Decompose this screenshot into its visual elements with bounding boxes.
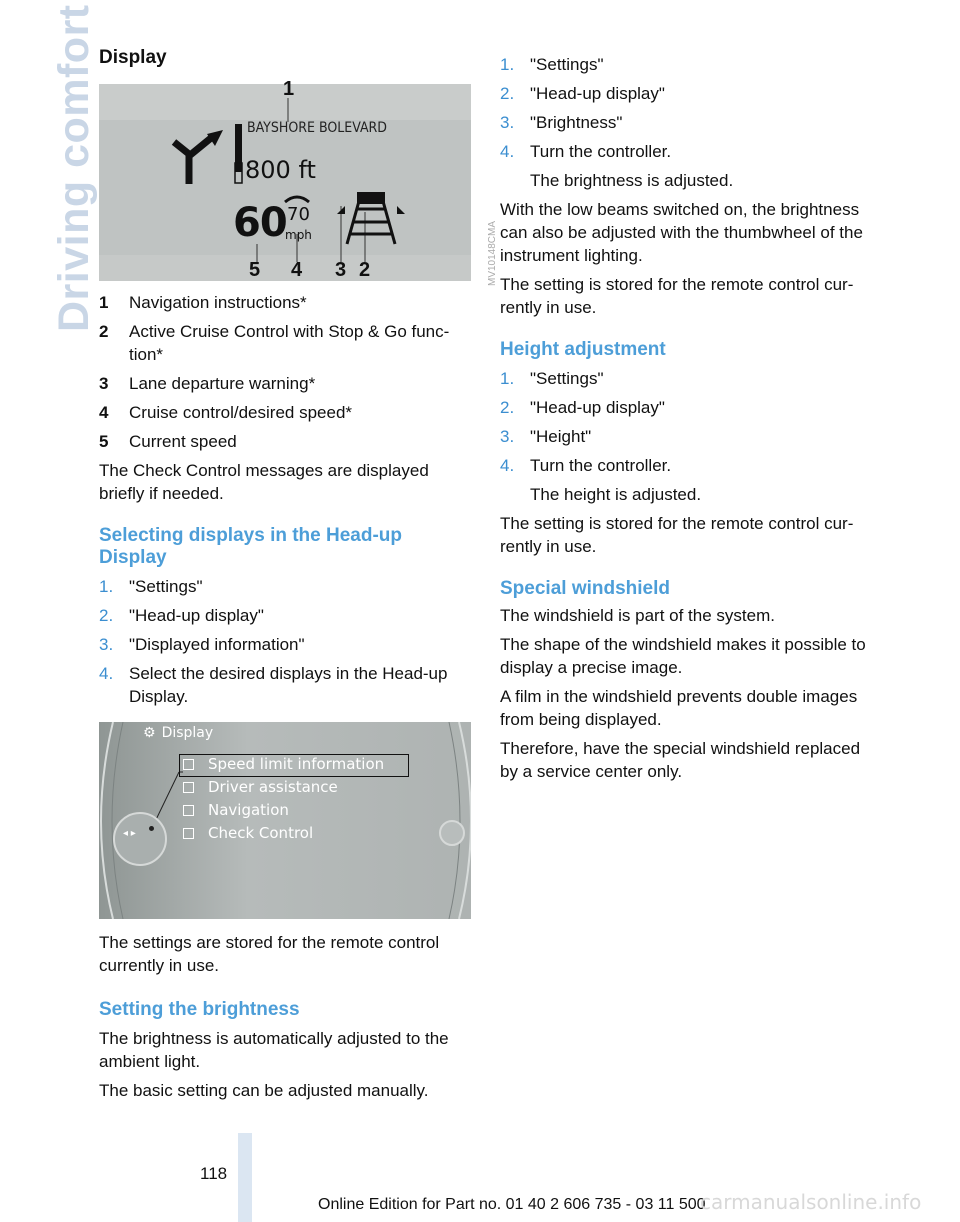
- selecting-heading: Selecting displays in the Head-up Display: [99, 525, 403, 568]
- list-item: 1. "Settings": [99, 577, 203, 596]
- check-control-text: The Check Control messages are displayed briefly if needed.: [99, 461, 429, 503]
- checkbox-icon: [183, 828, 194, 839]
- brightness-steps: [500, 53, 876, 192]
- figure-code: MV10148CMA: [487, 220, 498, 286]
- menu-title-text: Display: [161, 725, 214, 741]
- hud-current-speed: 60: [233, 200, 287, 246]
- list-item: 2. "Head-up display": [500, 84, 665, 103]
- menu-item-speed-limit[interactable]: Speed limit information: [183, 755, 384, 773]
- list-item: 3. "Brightness": [500, 113, 623, 132]
- brightness-heading: Setting the brightness: [99, 999, 300, 1020]
- windshield-p3: A film in the windshield prevents double images from being displayed.: [500, 687, 858, 729]
- list-item-result: The brightness is adjusted.: [530, 171, 734, 190]
- list-item: 2 Active Cruise Control with Stop & Go func-tion*: [99, 322, 450, 364]
- scroll-knob-icon: [439, 820, 465, 846]
- settings-stored-text: The settings are stored for the remote control currently in use.: [99, 933, 440, 975]
- display-heading: Display: [99, 47, 167, 68]
- arrows-icon: ◂ ▸: [123, 828, 136, 839]
- list-item: 2. "Head-up display": [500, 398, 665, 417]
- list-item: 4 Cruise control/desired speed*: [99, 403, 353, 422]
- callout-5: 5: [249, 259, 261, 281]
- hud-speed-unit: mph: [285, 228, 312, 242]
- stored-text-1: The setting is stored for the remote control cur-rently in use.: [500, 275, 854, 317]
- list-item-result: The height is adjusted.: [530, 485, 702, 504]
- stored-text-2: The setting is stored for the remote control cur-rently in use.: [500, 514, 854, 556]
- watermark: carmanualsonline.info: [700, 1190, 922, 1214]
- display-menu-figure: [99, 722, 471, 919]
- callout-1: 1: [283, 78, 295, 100]
- checkbox-icon: [183, 782, 194, 793]
- list-item: 4. Turn the controller.: [500, 456, 672, 475]
- checkbox-icon: [183, 805, 194, 816]
- hud-desired-speed: 70: [287, 204, 310, 225]
- cruise-icon: [285, 197, 309, 202]
- callout-3: 3: [335, 259, 347, 281]
- list-item: 1. "Settings": [500, 55, 604, 74]
- footer-bar: [238, 1133, 252, 1222]
- list-item: 1. "Settings": [500, 369, 604, 388]
- hud-street: BAYSHORE BOLEVARD: [247, 120, 388, 136]
- windshield-p2: The shape of the windshield makes it possible to display a precise image.: [500, 635, 866, 677]
- list-item: 4. Turn the controller.: [500, 142, 672, 161]
- list-item: 4. Select the desired displays in the Head-up Display.: [99, 664, 448, 706]
- page-number: 118: [200, 1164, 228, 1183]
- list-item: 5 Current speed: [99, 432, 237, 451]
- list-item: 3 Lane departure warning*: [99, 374, 316, 393]
- hud-distance: 800 ft: [245, 156, 316, 184]
- lane-acc-icon: [337, 192, 405, 244]
- windshield-heading: Special windshield: [500, 578, 670, 599]
- menu-item-check-control[interactable]: Check Control: [183, 824, 313, 842]
- windshield-p1: The windshield is part of the system.: [500, 606, 775, 625]
- checkbox-icon: [183, 759, 194, 770]
- height-steps: [500, 367, 876, 506]
- controller-knob-icon: [113, 812, 167, 866]
- sidebar-chapter-title: [2, 4, 98, 340]
- brightness-p1: The brightness is automatically adjusted to the ambient light.: [99, 1029, 449, 1071]
- distance-bar: [235, 124, 242, 172]
- selecting-steps: [99, 575, 474, 708]
- hud-legend: [99, 291, 474, 453]
- list-item: 3. "Displayed information": [99, 635, 305, 654]
- callout-4: 4: [291, 259, 303, 281]
- callout-2: 2: [359, 259, 371, 281]
- chapter-title-text: Driving comfort: [50, 4, 98, 332]
- list-item: 3. "Height": [500, 427, 592, 446]
- list-item: 2. "Head-up display": [99, 606, 264, 625]
- hud-display-figure: [99, 78, 471, 281]
- list-item: 1 Navigation instructions*: [99, 293, 307, 312]
- menu-item-driver-assistance[interactable]: Driver assistance: [183, 778, 338, 796]
- edition-text: Online Edition for Part no. 01 40 2 606 735 - 03 11 500: [318, 1196, 706, 1213]
- menu-item-navigation[interactable]: Navigation: [183, 801, 289, 819]
- menu-title: [143, 725, 213, 741]
- height-heading: Height adjustment: [500, 339, 666, 360]
- brightness-p2: The basic setting can be adjusted manually.: [99, 1081, 429, 1100]
- settings-gear-icon: ⚙: [143, 725, 156, 741]
- lowbeam-text: With the low beams switched on, the brightness can also be adjusted with the thumbwheel of the instrument lighting.: [500, 200, 863, 265]
- turn-arrow-icon: [174, 130, 223, 184]
- windshield-p4: Therefore, have the special windshield replaced by a service center only.: [500, 739, 861, 781]
